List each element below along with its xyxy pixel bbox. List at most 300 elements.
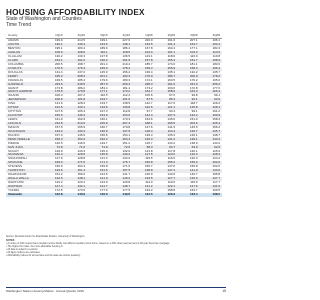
index-value-cell: 174.5	[77, 188, 85, 192]
index-value-cell: 196.1	[212, 38, 220, 43]
index-value-cell: 150.9	[200, 114, 223, 118]
index-value-cell: 160.2	[87, 59, 110, 63]
index-value-cell: 177.5	[122, 188, 130, 192]
index-value-cell: 136.5	[122, 54, 130, 59]
index-value-cell: 123.1	[144, 54, 153, 59]
index-value-cell: 137.7	[200, 177, 223, 181]
index-value-cell: 148.1	[110, 43, 133, 47]
index-value-cell: 175.7	[110, 161, 133, 165]
index-value-cell: 112.4	[122, 94, 130, 98]
index-value-cell: 153.6	[110, 114, 133, 118]
index-value-cell: 129.8	[122, 180, 130, 185]
index-value-cell: 129.0	[54, 149, 63, 153]
index-value-cell: 141.9	[87, 177, 110, 181]
index-value-cell: 100.6	[42, 98, 65, 102]
index-value-cell: 147.4	[42, 185, 65, 189]
county-name-cell: COWLITZ	[6, 67, 42, 71]
index-value-cell: 148.1	[65, 177, 88, 181]
index-value-cell: 249.5	[65, 82, 88, 86]
county-name-cell: SKAGIT	[8, 149, 20, 153]
index-value-cell: 119.5	[145, 157, 153, 161]
note-line: • All data is subject to revision.	[6, 248, 39, 252]
index-value-cell: 191.6	[155, 82, 178, 86]
index-value-cell: 172.2	[110, 90, 133, 94]
index-value-cell: 166.4	[200, 90, 223, 94]
column-header: 2Q09	[155, 33, 178, 39]
index-value-cell: 146.1	[189, 133, 198, 137]
county-name-cell: PACIFIC	[8, 133, 20, 137]
index-value-cell: 107.3	[99, 109, 108, 114]
index-value-cell: 122.1	[155, 185, 178, 189]
index-value-cell: 107.6	[54, 109, 63, 114]
county-name-cell: GRAYS HARBOR	[6, 90, 42, 94]
notes-label: NOTES:	[6, 238, 16, 242]
county-name-cell: KITTITAS	[8, 109, 21, 114]
index-value-cell: 157.8	[132, 59, 155, 63]
page-subtitle	[6, 17, 82, 28]
index-value-cell: 129.6	[65, 153, 88, 157]
index-value-cell: 137.4	[155, 169, 178, 173]
source-note: Source: Runstad Center for Real Estate Studies, University of Washington	[6, 235, 85, 238]
index-value-cell: 171.6	[122, 165, 130, 169]
index-value-cell: 225.4	[200, 122, 223, 126]
county-name-cell: WALLA WALLA	[6, 177, 42, 181]
index-value-cell: 156.9	[155, 67, 178, 71]
index-value-cell: 185.4	[77, 78, 85, 82]
index-value-cell: 133.7	[99, 102, 108, 106]
index-value-cell: 131.0	[99, 157, 108, 161]
index-value-cell: 114.4	[155, 130, 178, 134]
index-value-cell: 158.6	[155, 90, 178, 94]
index-value-cell: 86.3	[155, 98, 178, 102]
index-value-cell: 127.6	[54, 157, 63, 161]
index-value-cell: 186.4	[122, 46, 130, 51]
index-value-cell: 133.5	[132, 177, 155, 181]
index-value-cell: 116.9	[190, 54, 198, 59]
index-value-cell: 128.8	[77, 157, 85, 161]
index-value-cell: 92.1	[177, 98, 200, 102]
index-value-cell: 142.5	[42, 177, 65, 181]
index-value-cell: 105.4	[77, 109, 85, 114]
index-value-cell: 184.3	[212, 46, 220, 51]
index-value-cell: 238.3	[132, 82, 155, 86]
page-title: HOUSING AFFORDABILITY INDEX	[6, 8, 145, 17]
statewide-value-cell: 129.3	[155, 193, 178, 197]
index-value-cell: 163.2	[144, 188, 153, 192]
index-value-cell: 109.0	[42, 51, 65, 55]
index-value-cell: 117.7	[212, 180, 220, 185]
index-value-cell: 177.1	[189, 46, 198, 51]
index-value-cell: 64.7	[155, 145, 178, 149]
index-value-cell: 143.2	[200, 137, 223, 141]
county-name-cell: WHITMAN	[6, 185, 42, 189]
county-name-cell: KITSAP	[6, 106, 42, 110]
column-header: 3Q10	[87, 33, 110, 39]
index-value-cell: 124.2	[212, 157, 220, 161]
county-name-cell: SAN JUAN	[6, 145, 42, 149]
index-value-cell: 186.2	[77, 86, 85, 90]
subtitle-line-2: Time Trend	[6, 21, 32, 28]
county-name-cell: LEWIS	[8, 117, 18, 122]
index-value-cell: 158.4	[212, 117, 220, 122]
column-header: 4Q09	[200, 33, 223, 39]
index-value-cell: 151.4	[65, 169, 88, 173]
index-value-cell: 116.1	[87, 51, 110, 55]
index-value-cell: 191.6	[167, 38, 175, 43]
index-value-cell: 142.6	[167, 172, 175, 177]
index-value-cell: 140.4	[65, 43, 88, 47]
index-value-cell: 146.3	[132, 137, 155, 141]
notes-section	[6, 235, 222, 257]
index-value-cell: 198.7	[77, 62, 85, 66]
index-value-cell: 169.5	[54, 78, 63, 82]
index-value-cell: 133.5	[132, 43, 155, 47]
index-value-cell: 141.5	[167, 125, 175, 129]
index-value-cell: 219.4	[122, 62, 130, 66]
county-name-cell: FRANKLIN	[8, 78, 23, 82]
note-line: • An index of 100 means that a median income family can afford a median priced home, based on a 20% down payment and a 30-year fixed rate mortgage.	[6, 241, 170, 245]
index-value-cell: 151.6	[87, 169, 110, 173]
index-value-cell: 220.0	[144, 38, 153, 43]
index-value-cell: 186.7	[155, 74, 178, 78]
index-value-cell: 178.4	[110, 67, 133, 71]
statewide-value-cell: 142.8	[42, 193, 65, 197]
index-value-cell: 159.3	[177, 161, 200, 165]
index-value-cell: 169.6	[87, 67, 110, 71]
footer-rule	[6, 287, 226, 288]
index-value-cell: 161.9	[110, 59, 133, 63]
index-value-cell: 160.8	[132, 161, 155, 165]
county-name-cell: COLUMBIA	[8, 62, 24, 66]
index-value-cell: 158.9	[200, 59, 223, 63]
index-value-cell: 130.3	[77, 54, 85, 59]
county-name-cell: GARFIELD	[6, 82, 42, 86]
index-value-cell: 131.4	[54, 70, 63, 74]
county-name-cell: JEFFERSON	[6, 98, 42, 102]
index-value-cell: 159.3	[132, 67, 155, 71]
index-value-cell: 170.8	[65, 90, 88, 94]
index-value-cell: 131.4	[155, 43, 178, 47]
index-value-cell: 167.8	[144, 46, 153, 51]
index-value-cell: 125.9	[212, 149, 220, 153]
index-value-cell: 101.2	[212, 109, 220, 114]
index-value-cell: 256.2	[200, 82, 223, 86]
index-value-cell: 63.6	[200, 145, 223, 149]
index-value-cell: 199.9	[54, 38, 63, 43]
index-value-cell: 135.0	[99, 149, 108, 153]
index-value-cell: 160.7	[99, 125, 108, 129]
index-value-cell: 144.5	[99, 172, 108, 177]
index-value-cell: 122.2	[54, 180, 63, 185]
index-value-cell: 123.4	[77, 180, 85, 185]
county-name-cell: SKAMANIA	[6, 153, 42, 157]
index-value-cell: 99.8	[191, 94, 198, 98]
county-name-cell: THURSTON	[6, 169, 42, 173]
index-value-cell: 175.5	[42, 90, 65, 94]
index-value-cell: 140.7	[189, 172, 198, 177]
index-value-cell: 183.4	[77, 46, 85, 51]
index-value-cell: 156.3	[42, 137, 65, 141]
index-value-cell: 157.5	[110, 169, 133, 173]
index-value-cell: 139.1	[177, 137, 200, 141]
index-value-cell: 151.7	[177, 59, 200, 63]
index-value-cell: 154.7	[177, 43, 200, 47]
index-value-cell: 125.8	[177, 106, 200, 110]
index-value-cell: 171.6	[65, 161, 88, 165]
index-value-cell: 110.0	[167, 180, 175, 185]
index-value-cell: 118.5	[110, 51, 133, 55]
statewide-value-cell: 138.5	[200, 193, 223, 197]
notes-list	[6, 242, 222, 257]
index-value-cell: 208.3	[65, 74, 88, 78]
index-value-cell: 161.9	[54, 117, 63, 122]
index-value-cell: 185.7	[144, 62, 153, 66]
county-name-cell: OKANOGAN	[6, 130, 42, 134]
subtitle-line-1: State of Washington and Counties	[6, 16, 82, 22]
index-value-cell: 170.8	[122, 125, 130, 129]
index-value-cell: 133.3	[177, 177, 200, 181]
column-header-county: County	[6, 33, 42, 39]
index-value-cell: 195.1	[54, 46, 63, 51]
index-value-cell: 137.8	[99, 54, 108, 59]
index-value-cell: 179.6	[99, 78, 108, 82]
index-value-cell: 180.3	[122, 78, 130, 82]
index-value-cell: 233.6	[42, 82, 65, 86]
column-header: 1Q10	[42, 33, 65, 39]
index-value-cell: 133.1	[65, 106, 88, 110]
index-value-cell: 154.4	[65, 137, 88, 141]
index-value-cell: 164.3	[77, 165, 85, 169]
index-value-cell: 145.0	[99, 70, 108, 74]
index-value-cell: 154.1	[122, 133, 130, 137]
statewide-value-cell: 143.9	[65, 193, 88, 197]
note-line: • All figure indices are estimates.	[6, 251, 41, 255]
statewide-value-cell: 146.3	[87, 193, 110, 197]
index-value-cell: 163.7	[189, 188, 198, 192]
index-value-cell: 137.5	[110, 130, 133, 134]
index-value-cell: 63.0	[177, 145, 200, 149]
index-value-cell: 135.7	[212, 70, 220, 74]
index-value-cell: 149.2	[110, 177, 133, 181]
index-value-cell: 74.9	[87, 145, 110, 149]
index-value-cell: 122.7	[144, 102, 153, 106]
index-value-cell: 144.4	[132, 114, 155, 118]
index-value-cell: 195.2	[42, 74, 65, 78]
index-value-cell: 135.7	[144, 141, 153, 145]
county-name-cell: MASON	[8, 125, 20, 129]
index-value-cell: 136.9	[87, 130, 110, 134]
index-value-cell: 156.0	[77, 172, 85, 177]
index-value-cell: 148.7	[212, 133, 220, 137]
index-value-cell: 132.3	[42, 153, 65, 157]
index-value-cell: 132.2	[189, 70, 198, 74]
index-value-cell: 126.7	[177, 130, 200, 134]
index-value-cell: 72.8	[42, 145, 65, 149]
index-value-cell: 137.2	[77, 70, 85, 74]
index-value-cell: 174.0	[167, 62, 175, 66]
index-value-cell: 142.2	[177, 114, 200, 118]
index-value-cell: 151.9	[189, 117, 198, 122]
index-value-cell: 169.8	[99, 165, 108, 169]
statewide-total-row	[6, 193, 222, 197]
index-value-cell: 120.3	[189, 157, 198, 161]
index-value-cell: 117.6	[167, 102, 175, 106]
county-name-cell: BENTON	[8, 46, 21, 51]
county-name-cell: GRANT	[8, 86, 19, 90]
index-value-cell: 200.0	[177, 74, 200, 78]
note-line: • The higher the index, the more affordable housing is.	[6, 245, 64, 249]
index-value-cell: 120.4	[177, 153, 200, 157]
county-name-cell: SNOHOMISH	[8, 157, 27, 161]
index-value-cell: 156.2	[122, 70, 130, 74]
index-value-cell: 103.3	[177, 51, 200, 55]
index-value-cell: 137.3	[155, 114, 178, 118]
index-value-cell: 138.9	[189, 141, 198, 145]
index-value-cell: 189.6	[99, 46, 108, 51]
index-value-cell: 146.3	[65, 114, 88, 118]
column-header: 2Q10	[65, 33, 88, 39]
index-value-cell: 99.1	[191, 109, 198, 114]
statewide-value-cell: 133.4	[177, 193, 200, 197]
index-value-cell: 163.3	[177, 90, 200, 94]
index-value-cell: 141.7	[87, 185, 110, 189]
index-value-cell: 105.6	[144, 94, 153, 98]
index-value-cell: 131.2	[132, 185, 155, 189]
index-value-cell: 158.8	[167, 188, 175, 192]
index-value-cell: 141.2	[155, 137, 178, 141]
index-value-cell: 177.6	[99, 188, 108, 192]
index-value-cell: 151.2	[54, 172, 63, 177]
index-value-cell: 130.3	[77, 149, 85, 153]
county-name-cell: SPOKANE	[6, 161, 42, 165]
index-value-cell: 124.9	[99, 180, 108, 185]
index-value-cell: 143.2	[212, 141, 220, 145]
table-body	[6, 39, 222, 197]
index-value-cell: 152.2	[87, 137, 110, 141]
index-value-cell: 158.3	[177, 67, 200, 71]
index-value-cell: 121.8	[144, 149, 153, 153]
column-header: 3Q09	[177, 33, 200, 39]
index-value-cell: 192.3	[110, 74, 133, 78]
index-value-cell: 212.8	[42, 122, 65, 126]
index-value-cell: 136.4	[144, 70, 153, 74]
index-value-cell: 173.8	[54, 86, 63, 90]
county-name-cell: PEND OREILLE	[6, 137, 42, 141]
index-value-cell: 94.3	[169, 109, 175, 114]
index-value-cell: 138.5	[122, 102, 130, 106]
index-value-cell: 132.1	[65, 185, 88, 189]
index-value-cell: 160.0	[167, 86, 175, 90]
index-value-cell: 104.4	[132, 51, 155, 55]
county-name-cell: STEVENS	[8, 165, 23, 169]
index-value-cell: 176.0	[132, 74, 155, 78]
index-value-cell: 135.1	[167, 70, 175, 74]
index-value-cell: 115.6	[190, 180, 198, 185]
index-value-cell: 134.2	[122, 157, 130, 161]
index-value-cell: 114.3	[145, 180, 153, 185]
index-value-cell: 114.5	[200, 51, 223, 55]
index-value-cell: 146.5	[54, 141, 63, 145]
index-value-cell: 164.7	[132, 90, 155, 94]
index-value-cell: 260.4	[110, 82, 133, 86]
index-value-cell: 71.6	[65, 145, 88, 149]
index-value-cell: 155.4	[155, 59, 178, 63]
index-value-cell: 101.8	[65, 98, 88, 102]
index-value-cell: 177.6	[212, 86, 220, 90]
county-name-cell: FERRY	[6, 74, 42, 78]
index-value-cell: 161.0	[65, 59, 88, 63]
index-value-cell: 148.7	[110, 185, 133, 189]
index-value-cell: 166.9	[54, 165, 63, 169]
index-value-cell: 127.7	[155, 177, 178, 181]
index-value-cell: 87.5	[132, 98, 155, 102]
index-value-cell: 140.2	[110, 153, 133, 157]
index-value-cell: 146.6	[77, 141, 85, 145]
index-value-cell: 162.9	[77, 117, 85, 122]
index-value-cell: 145.5	[189, 125, 198, 129]
index-value-cell: 155.8	[212, 172, 220, 177]
index-value-cell: 101.6	[110, 98, 133, 102]
index-value-cell: 183.4	[99, 86, 108, 90]
county-name-cell: CLARK	[6, 59, 42, 63]
index-value-cell: 94.0	[200, 98, 223, 102]
index-value-cell: 97.7	[146, 109, 153, 114]
index-value-cell: 126.2	[212, 102, 220, 106]
county-name-cell: YAKIMA	[8, 188, 20, 192]
index-value-cell: 227.0	[122, 38, 130, 43]
index-value-cell: 112.8	[122, 109, 130, 114]
index-value-cell: 195.5	[155, 122, 178, 126]
index-value-cell: 135.3	[167, 133, 175, 137]
index-value-cell: 172.5	[54, 188, 63, 192]
county-name-cell: CLALLAM	[8, 54, 22, 59]
index-value-cell: 108.0	[65, 51, 88, 55]
index-value-cell: 201.1	[87, 74, 110, 78]
index-value-cell: 110.5	[100, 94, 108, 98]
index-value-cell: 139.8	[110, 106, 133, 110]
index-value-cell: 128.4	[77, 102, 85, 106]
county-name-cell: LINCOLN	[6, 122, 42, 126]
index-value-cell: 170.3	[122, 117, 130, 122]
index-value-cell: 119.8	[212, 54, 220, 59]
note-line: • Affordability indices for all counties and the state are shown quarterly.	[6, 254, 81, 258]
index-value-cell: 170.5	[42, 67, 65, 71]
index-value-cell: 125.7	[200, 130, 223, 134]
index-value-cell: 99.1	[214, 94, 220, 98]
index-value-cell: 151.2	[122, 141, 130, 145]
index-value-cell: 116.5	[167, 157, 175, 161]
affordability-table	[6, 33, 222, 197]
index-value-cell: 120.1	[189, 149, 198, 153]
index-value-cell: 144.0	[200, 169, 223, 173]
index-value-cell: 178.2	[200, 74, 223, 78]
index-value-cell: 163.5	[167, 78, 175, 82]
index-value-cell: 124.0	[155, 153, 178, 157]
index-value-cell: 213.5	[77, 38, 85, 43]
index-value-cell: 200.5	[54, 62, 63, 66]
county-name-cell: ISLAND	[8, 94, 19, 98]
index-value-cell: 118.6	[167, 54, 175, 59]
index-value-cell: 139.4	[144, 133, 153, 137]
index-value-cell: 173.2	[144, 86, 153, 90]
index-value-cell: 225.9	[87, 122, 110, 126]
index-value-cell: 97.6	[169, 94, 175, 98]
index-value-cell: 141.0	[177, 169, 200, 173]
index-value-cell: 103.7	[87, 98, 110, 102]
index-value-cell: 156.6	[99, 133, 108, 137]
index-value-cell: 117.8	[167, 149, 175, 153]
index-value-cell: 207.3	[110, 122, 133, 126]
